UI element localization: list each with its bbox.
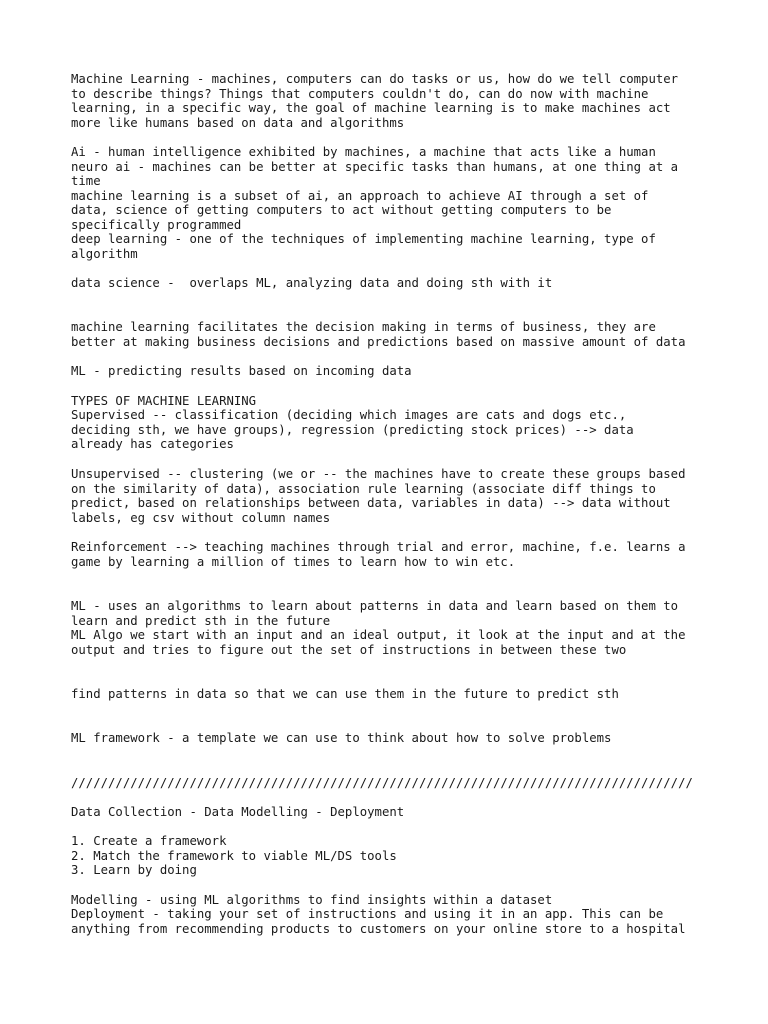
- list-item: 1. Create a framework: [71, 834, 227, 848]
- document-page: [71, 0, 711, 936]
- text-line: find patterns in data so that we can use them in the future to predict sth: [71, 686, 619, 701]
- text-line: Machine Learning - machines, computers can do tasks or us, how do we tell computer: [71, 72, 679, 86]
- text-line: Supervised -- classification (deciding which images are cats and dogs etc.,: [71, 408, 627, 422]
- text-line: data, science of getting computers to act without getting computers to be: [71, 203, 612, 217]
- text-line: ML - predicting results based on incoming data: [71, 364, 412, 378]
- text-line: more like humans based on data and algorithms: [71, 115, 405, 130]
- text-line: specifically programmed: [71, 217, 242, 232]
- text-line: to describe things? Things that computers couldn't do, can do now with machine: [71, 86, 649, 101]
- text-line: output and tries to figure out the set of instructions in between these two: [71, 642, 627, 657]
- list-item: 3. Learn by doing: [71, 863, 197, 877]
- list-item: 2. Match the framework to viable ML/DS tools: [71, 848, 397, 863]
- text-line: predict, based on relationships between data, variables in data) --> data without: [71, 496, 671, 510]
- text-line: Ai - human intelligence exhibited by machines, a machine that acts like a human: [71, 145, 656, 159]
- text-line: Deployment - taking your set of instructions and using it in an app. This can be: [71, 907, 664, 921]
- divider-line: ////////////////////////////////////////////////////////////////////////////////////: [71, 775, 693, 790]
- text-line: machine learning facilitates the decision making in terms of business, they are: [71, 320, 656, 334]
- text-line: Reinforcement --> teaching machines through trial and error, machine, f.e. learns a: [71, 540, 686, 554]
- section-heading: TYPES OF MACHINE LEARNING: [71, 393, 257, 408]
- text-line: learn and predict sth in the future: [71, 613, 331, 628]
- text-line: neuro ai - machines can be better at specific tasks than humans, at one thing at a: [71, 159, 679, 174]
- text-line: deciding sth, we have groups), regression (predicting stock prices) --> data: [71, 422, 634, 437]
- text-line: ML - uses an algorithms to learn about patterns in data and learn based on them to: [71, 599, 679, 613]
- text-line: data science - overlaps ML, analyzing data and doing sth with it: [71, 276, 553, 290]
- text-line: deep learning - one of the techniques of implementing machine learning, type of: [71, 232, 656, 246]
- text-line: Data Collection - Data Modelling - Deployment: [71, 804, 405, 819]
- text-line: anything from recommending products to customers on your online store to a hospital: [71, 921, 686, 936]
- text-line: labels, eg csv without column names: [71, 510, 331, 525]
- text-line: machine learning is a subset of ai, an approach to achieve AI through a set of: [71, 188, 649, 203]
- text-line: already has categories: [71, 437, 234, 451]
- text-line: algorithm: [71, 246, 138, 261]
- text-line: better at making business decisions and predictions based on massive amount of data: [71, 334, 686, 349]
- text-line: ML framework - a template we can use to think about how to solve problems: [71, 731, 612, 745]
- text-line: on the similarity of data), association rule learning (associate diff things to: [71, 481, 656, 496]
- text-line: ML Algo we start with an input and an ideal output, it look at the input and at the: [71, 628, 686, 642]
- text-line: learning, in a specific way, the goal of machine learning is to make machines act: [71, 101, 671, 115]
- text-line: Unsupervised -- clustering (we or -- the machines have to create these groups based: [71, 467, 686, 481]
- text-line: game by learning a million of times to learn how to win etc.: [71, 554, 516, 569]
- text-line: time: [71, 174, 101, 188]
- text-line: Modelling - using ML algorithms to find insights within a dataset: [71, 892, 553, 907]
